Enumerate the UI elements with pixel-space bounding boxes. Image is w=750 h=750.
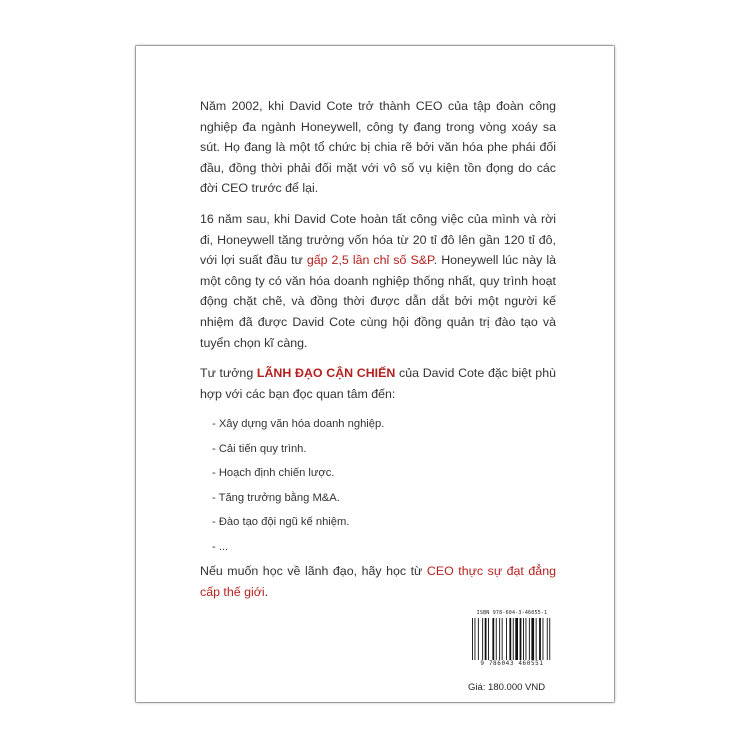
- highlight-book-title: LÃNH ĐẠO CẬN CHIẾN: [256, 366, 396, 381]
- list-item: - Cải tiến quy trình.: [212, 442, 307, 455]
- list-item: - Đào tạo đội ngũ kế nhiệm.: [212, 516, 350, 529]
- paragraph-intro: [200, 96, 556, 199]
- list-item: - ...: [212, 540, 229, 553]
- barcode-number: 9 786043 460551: [480, 660, 544, 667]
- paragraph-results-text: 16 năm sau, khi David Cote hoàn tất công việc của mình và rời đi, Honeywell tăng trưởng vốn hóa từ 20 tỉ đô lên gần 120 tỉ đô, với lợi suất đầu tư: [200, 211, 556, 268]
- paragraph-closing: [200, 561, 556, 602]
- list-item: - Xây dựng văn hóa doanh nghiệp.: [212, 418, 385, 431]
- list-item: - Tăng trưởng bằng M&A.: [212, 491, 340, 504]
- paragraph-results: [200, 209, 556, 353]
- paragraph-closing-text-2: .: [264, 584, 269, 599]
- paragraph-intro-text: Năm 2002, khi David Cote trở thành CEO của tập đoàn công nghiệp đa ngành Honeywell, công ty đang trong vòng xoáy sa sút. Họ đang là một tổ chức bị chia rẽ bởi văn hóa phe phái đối đầu, đồng thời phải đối mặt với vô số vụ kiện tồn đọng do các đời CEO trước để lại.: [200, 99, 556, 196]
- highlight-sp-ratio: gấp 2,5 lần chỉ số S&P: [306, 253, 434, 268]
- highlight-world-class-ceo: CEO thực sự đạt đẳng cấp thế giới: [200, 564, 556, 599]
- isbn-label: ISBN 978-604-3-46055-1: [476, 610, 548, 616]
- barcode: [468, 610, 556, 676]
- blurb: [200, 96, 556, 613]
- topic-list: [212, 414, 556, 561]
- paragraph-audience: [200, 363, 556, 404]
- price-label: Giá: 180.000 VND: [468, 682, 546, 693]
- paragraph-results-text-2: . Honeywell lúc này là một công ty có văn hóa doanh nghiệp thống nhất, quy trình hoạt động chặt chẽ, và đồng thời được dẫn dắt bởi một người kế nhiệm đã được David Cote cùng hội đồng quản trị đào tạo và tuyển chọn kĩ càng.: [200, 253, 556, 350]
- list-item: - Hoạch định chiến lược.: [212, 467, 335, 480]
- paragraph-audience-text: Tư tưởng: [200, 366, 257, 381]
- paragraph-audience-text-2: của David Cote đặc biệt phù hợp với các bạn đọc quan tâm đến:: [200, 366, 556, 401]
- paragraph-closing-text: Nếu muốn học về lãnh đạo, hãy học từ: [200, 564, 427, 579]
- barcode-bars: [468, 618, 556, 660]
- book-back-cover: [136, 46, 614, 702]
